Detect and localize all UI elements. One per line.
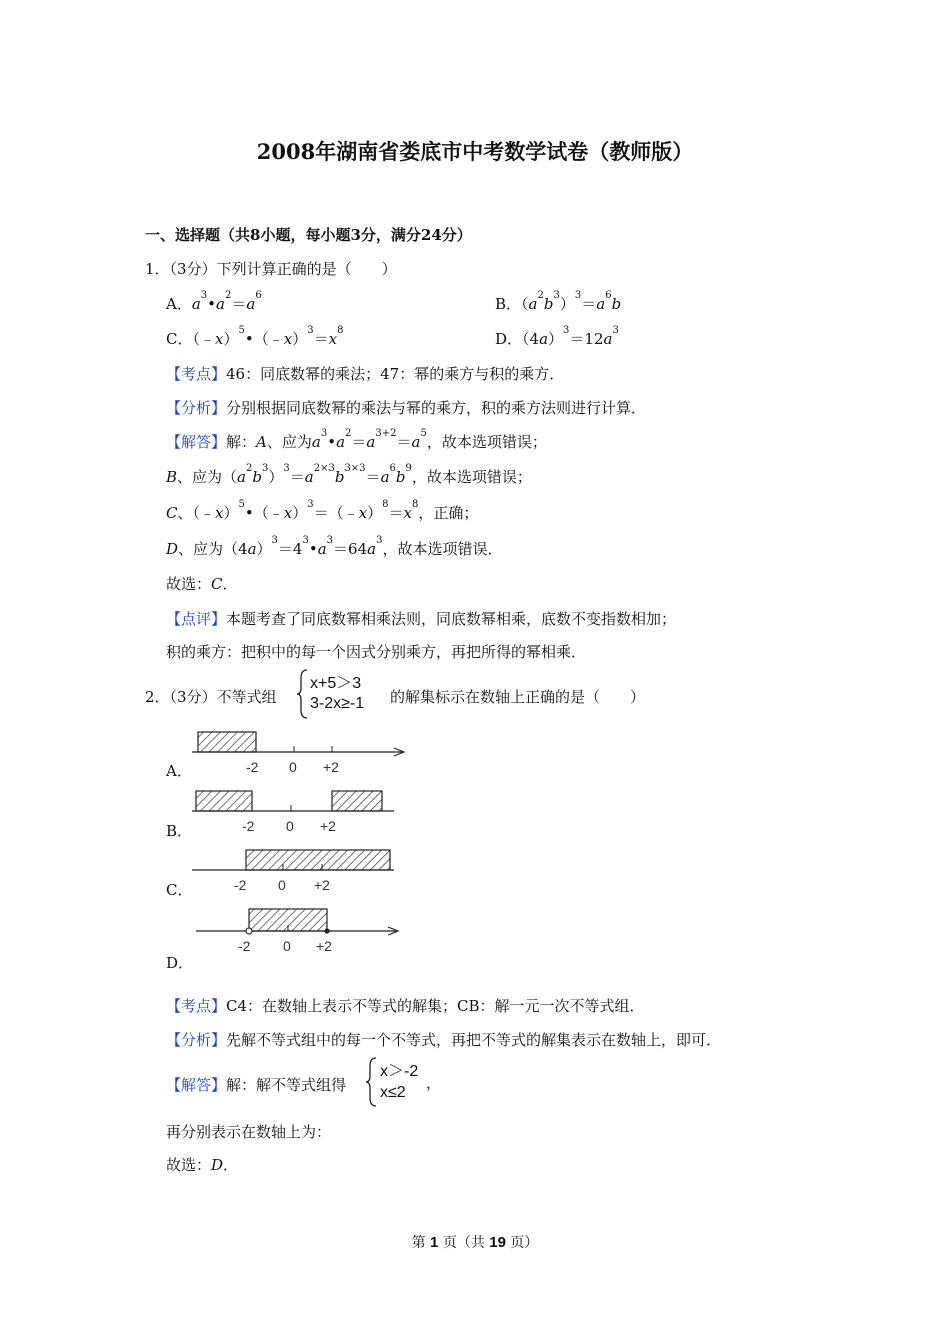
open-circle-icon bbox=[246, 928, 252, 934]
q1-option-a[interactable]: A．$a^3•a^2=a^6$ bbox=[166, 290, 262, 313]
q2-option-d-label[interactable]: D． bbox=[166, 954, 194, 972]
q2-stem-pre: 2．（3分）不等式组 bbox=[145, 688, 277, 706]
tick-neg2: -2 bbox=[246, 759, 259, 775]
q2-option-d-number-line[interactable] bbox=[190, 905, 410, 957]
q2-option-a-number-line[interactable] bbox=[190, 728, 410, 778]
q2-ineq-1: x+5＞3 bbox=[310, 675, 362, 692]
tick-pos2: +2 bbox=[314, 877, 330, 893]
q1-kaodian: 【考点】46：同底数幂的乘法；47：幂的乘方与积的乘方． bbox=[166, 365, 565, 383]
q1-option-d[interactable]: D．$(4a)^3=12a^3$ bbox=[495, 325, 619, 348]
tick-pos2: +2 bbox=[316, 938, 332, 954]
q2-option-b-number-line[interactable] bbox=[190, 787, 410, 837]
tick-neg2: -2 bbox=[234, 877, 247, 893]
q2-sol-1: x＞-2 bbox=[380, 1063, 419, 1080]
q2-jieda: 【解答】解：解不等式组得 bbox=[166, 1076, 347, 1094]
q2-option-b-label[interactable]: B． bbox=[166, 822, 193, 840]
q1-dianping-2: 积的乘方：把积中的每一个因式分别乘方，再把所得的幂相乘． bbox=[166, 643, 587, 661]
page-footer: 第 1 页（共 19 页） bbox=[411, 1234, 539, 1251]
closed-circle-icon bbox=[324, 928, 329, 933]
tick-0: 0 bbox=[283, 938, 291, 954]
tick-neg2: -2 bbox=[242, 818, 255, 834]
q2-option-c-number-line[interactable] bbox=[190, 846, 410, 896]
q2-inequality-system bbox=[297, 668, 389, 720]
section-heading: 一、选择题（共8小题，每小题3分，满分24分） bbox=[145, 226, 472, 244]
tick-0: 0 bbox=[289, 759, 297, 775]
q1-option-b[interactable]: B．$(a^2b^3)^3=a^6b$ bbox=[495, 290, 622, 313]
q2-then: 再分别表示在数轴上为： bbox=[166, 1123, 332, 1141]
q2-answer: 故选：D． bbox=[166, 1156, 239, 1174]
q1-option-c[interactable]: C．$(﹣x)^5•(﹣x)^3=x^8$ bbox=[166, 325, 344, 348]
q1-jieda-c: C、$(﹣x)^5•(﹣x)^3=(﹣x)^8=x^8$，正确； bbox=[166, 499, 479, 522]
q2-stem-post: 的解集标示在数轴上正确的是（ ） bbox=[390, 688, 646, 706]
q1-jieda-a: 【解答】解：A、应为$a^3•a^2=a^{3+2}=a^5$，故本选项错误； bbox=[166, 428, 547, 451]
q1-answer: 故选：C． bbox=[166, 575, 238, 593]
tick-pos2: +2 bbox=[320, 818, 336, 834]
page-title: 2008年湖南省娄底市中考数学试卷（教师版） bbox=[256, 139, 694, 164]
left-brace-icon bbox=[297, 668, 309, 720]
tick-neg2: -2 bbox=[238, 938, 251, 954]
tick-0: 0 bbox=[286, 818, 294, 834]
q1-jieda-d: D、应为$(4a)^3=4^3•a^3=64a^3$，故本选项错误． bbox=[166, 535, 503, 558]
tick-pos2: +2 bbox=[323, 759, 339, 775]
q2-kaodian: 【考点】C4：在数轴上表示不等式的解集；CB：解一元一次不等式组． bbox=[166, 997, 645, 1015]
q2-sol-2: x≤2 bbox=[380, 1084, 406, 1101]
q2-option-c-label[interactable]: C． bbox=[166, 881, 193, 899]
q1-fenxi: 【分析】分别根据同底数幂的乘法与幂的乘方，积的乘方法则进行计算． bbox=[166, 399, 647, 417]
q1-jieda-b: B、应为$(a^2b^3)^3=a^{2\times 3}b^{3\times 3}=a^6b^9$，故本选项错误； bbox=[166, 463, 532, 486]
q2-fenxi: 【分析】先解不等式组中的每一个不等式，再把不等式的解集表示在数轴上，即可． bbox=[166, 1031, 722, 1049]
q2-ineq-2: 3-2x≥-1 bbox=[310, 695, 365, 712]
tick-0: 0 bbox=[278, 877, 286, 893]
q2-comma: ， bbox=[426, 1074, 442, 1092]
q1-dianping: 【点评】本题考查了同底数幂相乘法则，同底数幂相乘，底数不变指数相加； bbox=[166, 610, 677, 628]
left-brace-icon bbox=[366, 1056, 378, 1108]
q2-option-a-label[interactable]: A． bbox=[166, 762, 192, 780]
q1-stem: 1．（3分）下列计算正确的是（ ） bbox=[145, 260, 397, 278]
